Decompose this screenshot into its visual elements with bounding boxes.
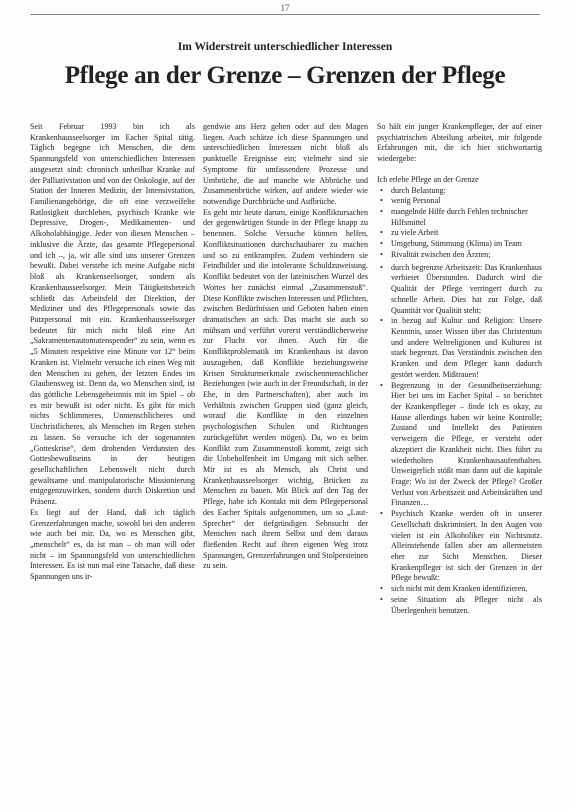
paragraph: Seit Februar 1993 bin ich als Krankenhausseelsorger im Eacher Spital tätig. Täglich begegne ich Menschen, die dem Spannungsfeld von unterschiedlichen Interessen ausgesetzt sind: chronisch unheilbar Kranke auf der Palliativstation und von der Onkologie, auf der Station der Inneren Medizin, der Intensivstation, Familienangehörige, die oft eine verzweifelte Ratlosigkeit durchleben, psychisch Kranke wie Depressive, Drogen-, Medikamenten- und Alkoholabhängige. Jeder von diesen Menschen – inklusive die Ärzte, das gesamte Pflegepersonal und ich –, ja, wir alle sind uns unserer Grenzen bewußt. Dabei verstehe ich meine Aufgabe nicht bloß als Krankenseelsorger, sondern als Krankenhausseelsorger. Mein Tätigkeitsbereich schließt das Arbeitsfeld der Direktion, der Mediziner und des Pflegepersonals sowie das Putzpersonal mit ein. Krankenhausseelsorger bedeutet für mich nicht bloß eine Art „Sakramentenautomatenspender“ zu sein, wenn es „5 Minuten respektive eine Minute vor 12“ beim Kranken ist. Vielmehr versuche ich einen Weg mit den Menschen zu gehen, der letzten Endes im Glaubensweg ist. Denn da, wo Menschen sind, ist das göttliche Lebensgeheimnis mit im Spiel – ob es mir bewußt ist oder nicht. Es gibt für mich nichts Schlimmeres, Unmenschlicheres und Unchristlicheres, als Menschen im Regen stehen zu lassen. So versuche ich der sogenannten „Gotteskrise“, dem drohenden Verdunsten des Gottesbewußtseins in der heutigen gesellschaftlichen Lebenswelt nicht durch gewaltsame und manipulatorische Missionierung entgegenzuwirken, sondern durch Diskretion und Präsenz. [30,122,195,507]
list-item: • Psychisch Kranke werden oft in unserer Gesellschaft diskriminiert. In den Augen von vielen ist ein Alkoholiker ein Nichtsnutz. Alleinstehende fallen aber am allermeisten eher zur Sicht Menschen. Dieser Krankenpfleger ist sich der Grenzen in der Pflege bewußt: [377,509,542,584]
list-item: • durch begrenzte Arbeitszeit: Das Krankenhaus verbietet Überstunden. Dadurch wird die Qualität der Pflege verringert durch zu schnelle Arbeit. Dies hat zur Folge, daß Quantität vor Qualität steht; [377,263,542,317]
paragraph-intro: So hält ein junger Krankenpfleger, der auf einer psychiatrischen Abteilung arbeitet, mir folgende Erfahrungen mit, die ich hier stichwortartig wiedergebe: [377,122,542,164]
article-headline: Pflege an der Grenze – Grenzen der Pflege [64,62,506,89]
article-kicker: Im Widerstreit unterschiedlicher Interessen [177,41,393,53]
paragraph: Es geht mir heute darum, einige Konfliktursachen der gegenwärtigen Stunde in der Pflege knapp zu benennen. Solche Versuche können helfen, Konfliktsituationen durchschaubarer zu machen und so zu entkrampfen. Zudem verhindern sie Feindbilder und die intolerante Schuldzuweisung. Konflikt bedeutet von der lateinischen Wurzel des Wortes her zunächst einmal „Zusammenstoß“. Diese Konflikte zwischen Interessen und Pflichten, zwischen Bedürfnissen und Geboten haben einen dramatischen an sich. Das macht sie auch so mühsam und verführt vorerst verständlicherweise zur Flucht vor ihnen. Auch für die Konfliktproblematik im Krankenhaus ist davon auszugehen, daß Konflikte beziehungsweise Krisen Strukturmerkmale zwischenmenschlicher Beziehungen (wie auch in der Freundschaft, in der Ehe, in den Partnerschaften), aber auch im Verhältnis zwischen Gruppen sind (ganz gleich, worauf die Konflikte in den einzelnen psychologischen Schulen und Richtungen zurückgeführt werden mögen). Da, wo es beim Konflikt zum Zusammenstoß kommt, zeigt sich die Unbeholfenheit im Umgang mit sich selber. Mir ist es als Mensch, als Christ und Krankenhausseelsorger wichtig, Brücken zu Menschen zu bauen. Mit Blick auf den Tag der Pflege, habe ich Kontakt mit dem Pflegepersonal des Eacher Spitals aufgenommen, um so „Laut-Sprecher“ der tiefgründigen Sehnsucht der Menschen nach ihrem Selbst und dem daraus fließenden Recht auf ihren eigenen Weg trotz Spannungen, Grenzerfahrungen und Stolpersteinen zu sein. [203,207,368,571]
burden-list [377,186,542,261]
page-number: 17 [280,3,290,13]
list-lead: Ich erlebe Pflege an der Grenze [377,174,479,184]
list-item: • mangelnde Hilfe durch Fehlen technischer Hilfsmittel [377,207,542,228]
list-item: • zu viele Arbeit [377,228,542,239]
list-item: • in bezug auf Kultur und Religion: Unsere Kenntnis, unser Wissen über das Christentum und andere Weltreligionen und Kulturen ist stark begrenzt. Das Verständnis zwischen den Kranken und dem Pfleger kann dadurch gestört werden. Mißtrauen! [377,316,542,380]
list-item: • Rivalität zwischen den Ärzten; [377,250,542,261]
header-rule [30,14,540,15]
limits-list [377,263,542,617]
text-column-3 [377,122,542,616]
list-item: • sich nicht mit dem Kranken identifizieren, [377,584,542,595]
list-item: • durch Belastung: [377,186,542,197]
list-item: • Umgebung, Stimmung (Klima) im Team [377,239,542,250]
paragraph: Es liegt auf der Hand, daß ich täglich Grenzerfahrungen mache, sowohl bei den anderen wie auch bei mir. Da, wo es Menschen gibt, „menschelt“ es, da ist man – ob man will oder nicht – im Spannungsfeld von unterschiedlichen Interessen. Es ist nun mal eine Tatsache, daß diese Spannungen uns ir- [30,507,195,582]
paragraph: gendwie ans Herz gehen oder auf den Magen liegen. Auch schätze ich diese Spannungen und unterschiedlichen Interessen nicht bloß als punktuelle Ereignisse ein; vielmehr sind sie Symptome für umfassendere Prozesse und Umbrüche, die auf manche wie Abbrüche und Zusammenbrüche wirken, auf andere wieder wie notwendige Durchbrüche und Aufbrüche. [203,122,368,207]
list-item: • Begrenzung in der Gesundheitserziehung: Hier bei uns im Eacher Spital – so berichtet der Krankenpfleger – finde ich es okay, zu Hause allerdings haben wir keine Kontrolle; Zustand und Intellekt des Patienten verweigern die Pflege, er versteht oder akzeptiert die Krankheit nicht. Dies führt zu wiederholten Krankenhausaufenthalten. Unweigerlich stößt man dann auf die kapitale Frage: Wo ist der Zweck der Pflege? Großer Verlust von Arbeitszeit und Arbeitskräften und Finanzen… [377,381,542,510]
list-item: • seine Situation als Pfleger nicht als Überlegenheit benutzen. [377,595,542,616]
text-column-1 [30,122,195,583]
text-column-2 [203,122,368,572]
list-item: • wenig Personal [377,196,542,207]
